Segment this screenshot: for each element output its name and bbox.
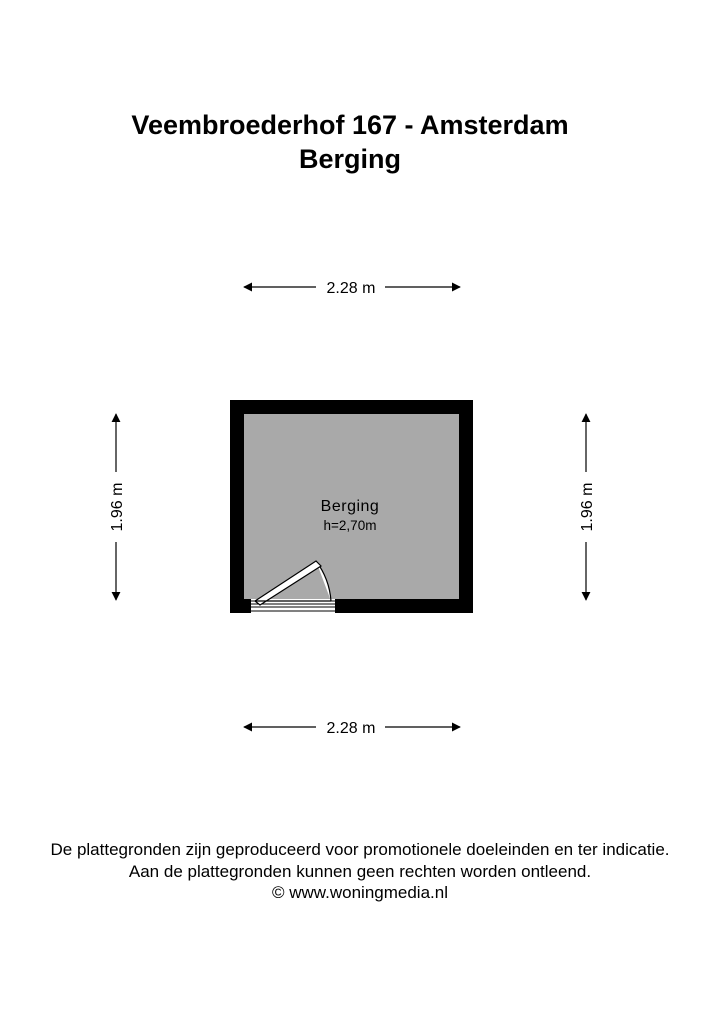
dimension-left — [109, 414, 126, 600]
dimension-bottom-label: 2.28 m — [326, 720, 376, 737]
dimension-left-label: 1.96 m — [109, 482, 126, 532]
dimension-top — [244, 280, 460, 297]
room-name: Berging — [320, 498, 380, 515]
dimension-top-label: 2.28 m — [326, 280, 376, 297]
dimension-bottom — [244, 720, 460, 737]
copyright-line: © www.woningmedia.nl — [272, 883, 448, 902]
dimension-right — [579, 414, 596, 600]
floor-title: Berging — [298, 144, 401, 174]
address-title: Veembroederhof 167 - Amsterdam — [131, 110, 569, 140]
disclaimer-line-2: Aan de plattegronden kunnen geen rechten worden ontleend. — [128, 862, 592, 881]
room-berging — [230, 400, 473, 613]
disclaimer-line-1: De plattegronden zijn geproduceerd voor promotionele doeleinden en ter indicatie. — [50, 840, 670, 859]
dimension-right-label: 1.96 m — [579, 482, 596, 532]
room-height: h=2,70m — [323, 518, 377, 533]
